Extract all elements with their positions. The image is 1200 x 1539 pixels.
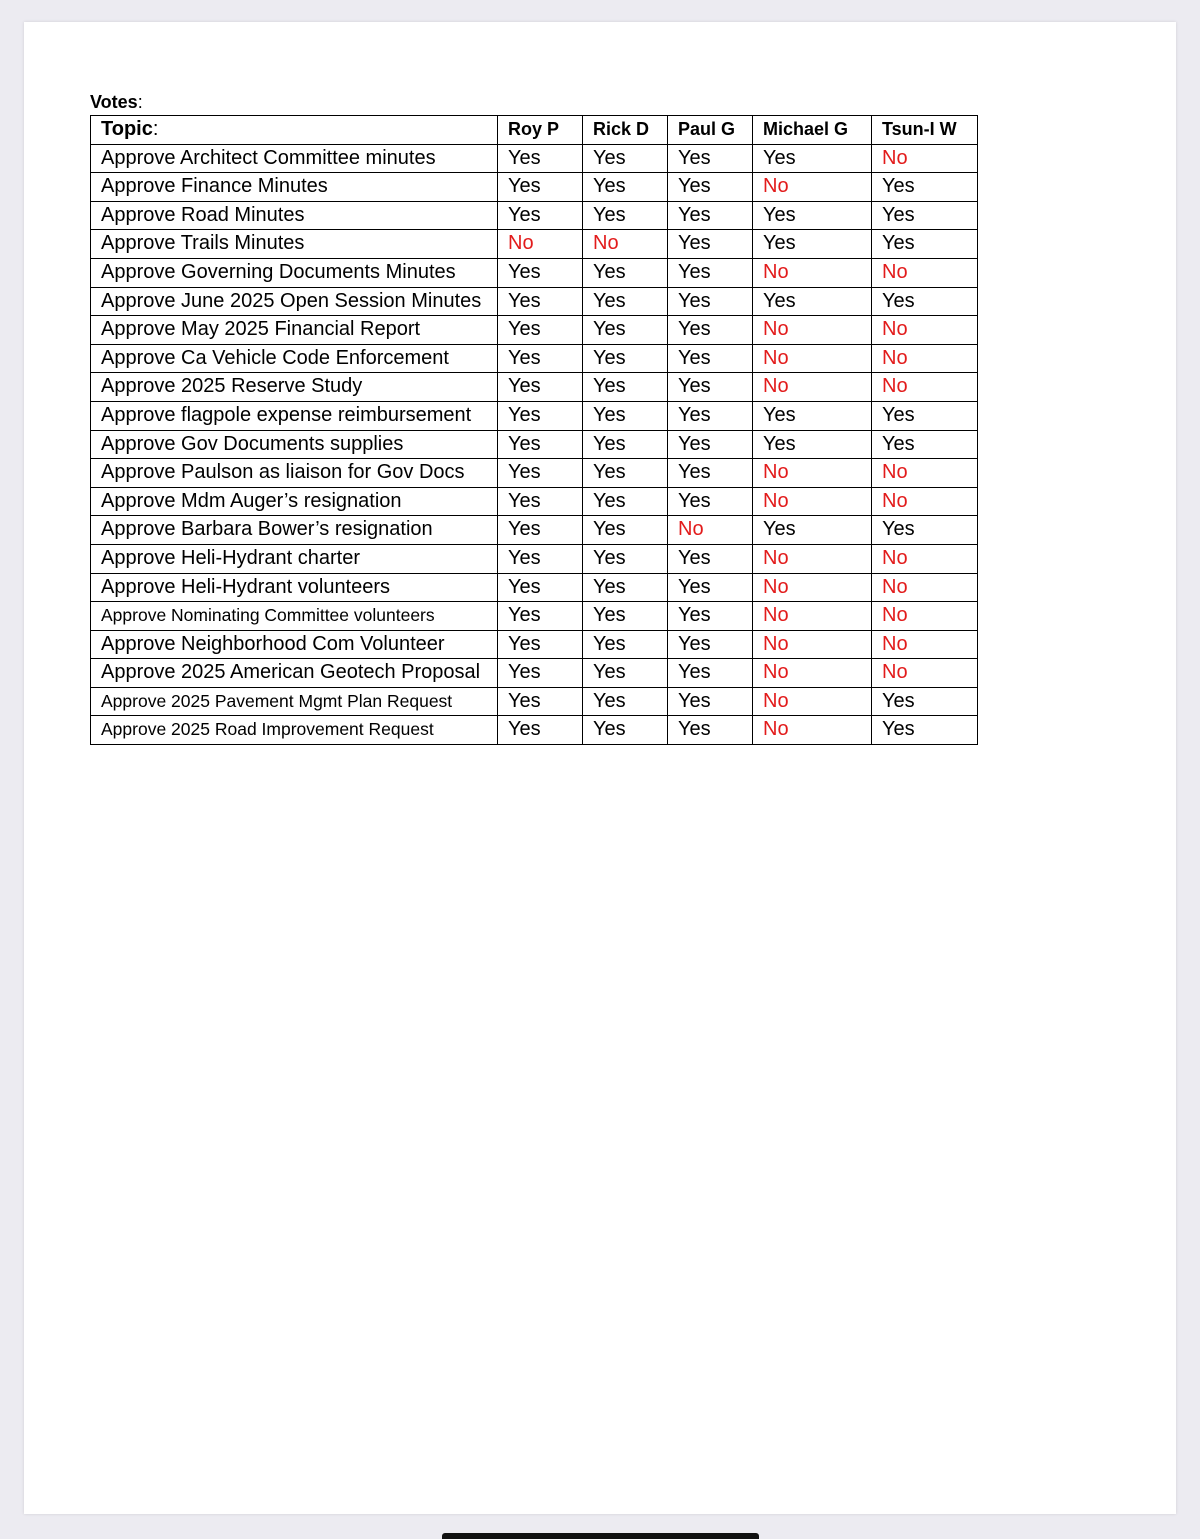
table-row <box>91 316 978 345</box>
member-header: Rick D <box>583 116 668 145</box>
vote-cell: Yes <box>668 630 753 659</box>
vote-cell: Yes <box>753 201 872 230</box>
topic-cell: Approve Finance Minutes <box>91 173 498 202</box>
vote-cell: Yes <box>498 716 583 745</box>
vote-cell: No <box>753 373 872 402</box>
vote-cell: Yes <box>668 716 753 745</box>
vote-cell: No <box>872 602 978 631</box>
vote-cell: Yes <box>583 287 668 316</box>
vote-cell: Yes <box>872 230 978 259</box>
vote-cell: No <box>872 344 978 373</box>
vote-cell: No <box>668 516 753 545</box>
topic-cell: Approve Gov Documents supplies <box>91 430 498 459</box>
table-row <box>91 230 978 259</box>
vote-cell: Yes <box>668 401 753 430</box>
vote-cell: Yes <box>872 287 978 316</box>
vote-cell: No <box>753 487 872 516</box>
topic-cell: Approve Heli-Hydrant volunteers <box>91 573 498 602</box>
vote-cell: Yes <box>498 344 583 373</box>
vote-cell: Yes <box>668 316 753 345</box>
vote-cell: Yes <box>872 430 978 459</box>
vote-cell: Yes <box>668 573 753 602</box>
vote-cell: Yes <box>668 687 753 716</box>
table-row <box>91 516 978 545</box>
table-row <box>91 659 978 688</box>
table-row <box>91 573 978 602</box>
vote-cell: Yes <box>872 516 978 545</box>
vote-cell: Yes <box>498 373 583 402</box>
vote-cell: Yes <box>583 573 668 602</box>
vote-cell: No <box>498 230 583 259</box>
vote-cell: Yes <box>498 430 583 459</box>
vote-cell: Yes <box>498 573 583 602</box>
vote-cell: Yes <box>583 459 668 488</box>
vote-cell: Yes <box>583 659 668 688</box>
vote-cell: Yes <box>498 516 583 545</box>
vote-cell: Yes <box>668 459 753 488</box>
vote-cell: Yes <box>668 602 753 631</box>
vote-cell: No <box>872 487 978 516</box>
vote-cell: Yes <box>583 373 668 402</box>
topic-cell: Approve 2025 American Geotech Proposal <box>91 659 498 688</box>
vote-cell: Yes <box>753 430 872 459</box>
member-header: Michael G <box>753 116 872 145</box>
home-indicator <box>442 1533 759 1539</box>
vote-cell: Yes <box>753 287 872 316</box>
topic-cell: Approve Road Minutes <box>91 201 498 230</box>
topic-cell: Approve Trails Minutes <box>91 230 498 259</box>
vote-cell: Yes <box>498 287 583 316</box>
vote-cell: No <box>753 316 872 345</box>
vote-cell: Yes <box>498 401 583 430</box>
vote-cell: Yes <box>498 144 583 173</box>
topic-header-label: Topic <box>101 118 153 140</box>
header-row <box>91 116 978 145</box>
document-page <box>24 22 1176 1514</box>
table-row <box>91 544 978 573</box>
vote-cell: Yes <box>668 344 753 373</box>
vote-cell: Yes <box>498 201 583 230</box>
topic-cell: Approve Heli-Hydrant charter <box>91 544 498 573</box>
table-row <box>91 716 978 745</box>
vote-cell: No <box>872 630 978 659</box>
vote-cell: Yes <box>668 173 753 202</box>
topic-cell: Approve Paulson as liaison for Gov Docs <box>91 459 498 488</box>
vote-cell: Yes <box>668 201 753 230</box>
vote-cell: No <box>872 544 978 573</box>
vote-cell: No <box>872 373 978 402</box>
vote-cell: No <box>872 144 978 173</box>
topic-cell: Approve 2025 Road Improvement Request <box>91 716 498 745</box>
vote-cell: Yes <box>668 487 753 516</box>
votes-heading-colon: : <box>137 92 143 112</box>
vote-cell: Yes <box>872 401 978 430</box>
member-header: Tsun-I W <box>872 116 978 145</box>
vote-cell: Yes <box>498 630 583 659</box>
vote-cell: Yes <box>872 716 978 745</box>
vote-cell: Yes <box>498 544 583 573</box>
topic-cell: Approve Ca Vehicle Code Enforcement <box>91 344 498 373</box>
member-header: Roy P <box>498 116 583 145</box>
topic-cell: Approve flagpole expense reimbursement <box>91 401 498 430</box>
vote-cell: Yes <box>583 144 668 173</box>
vote-cell: No <box>753 173 872 202</box>
member-header: Paul G <box>668 116 753 145</box>
vote-cell: Yes <box>583 630 668 659</box>
topic-cell: Approve June 2025 Open Session Minutes <box>91 287 498 316</box>
table-row <box>91 287 978 316</box>
vote-cell: No <box>753 602 872 631</box>
vote-cell: No <box>872 258 978 287</box>
topic-header-colon: : <box>152 118 159 140</box>
vote-cell: Yes <box>498 659 583 688</box>
table-row <box>91 173 978 202</box>
vote-cell: Yes <box>498 258 583 287</box>
table-row <box>91 373 978 402</box>
vote-cell: No <box>872 573 978 602</box>
table-row <box>91 401 978 430</box>
topic-cell: Approve May 2025 Financial Report <box>91 316 498 345</box>
vote-cell: No <box>583 230 668 259</box>
vote-cell: No <box>753 687 872 716</box>
vote-cell: Yes <box>583 344 668 373</box>
vote-cell: Yes <box>872 687 978 716</box>
vote-cell: Yes <box>583 516 668 545</box>
vote-cell: Yes <box>583 687 668 716</box>
vote-cell: No <box>753 659 872 688</box>
vote-cell: Yes <box>668 544 753 573</box>
table-row <box>91 602 978 631</box>
vote-cell: No <box>753 544 872 573</box>
vote-cell: Yes <box>498 173 583 202</box>
vote-cell: No <box>872 459 978 488</box>
vote-cell: Yes <box>583 487 668 516</box>
vote-cell: Yes <box>583 201 668 230</box>
vote-cell: Yes <box>668 287 753 316</box>
vote-cell: Yes <box>583 716 668 745</box>
topic-header <box>91 116 498 145</box>
vote-cell: Yes <box>583 544 668 573</box>
vote-cell: No <box>753 258 872 287</box>
vote-cell: Yes <box>583 173 668 202</box>
topic-cell: Approve 2025 Reserve Study <box>91 373 498 402</box>
vote-cell: Yes <box>872 173 978 202</box>
topic-cell: Approve Barbara Bower’s resignation <box>91 516 498 545</box>
topic-cell: Approve 2025 Pavement Mgmt Plan Request <box>91 687 498 716</box>
vote-cell: Yes <box>753 144 872 173</box>
topic-cell: Approve Nominating Committee volunteers <box>91 602 498 631</box>
vote-cell: No <box>753 344 872 373</box>
vote-cell: No <box>872 316 978 345</box>
table-row <box>91 487 978 516</box>
vote-cell: No <box>753 716 872 745</box>
vote-cell: No <box>753 573 872 602</box>
vote-cell: Yes <box>583 316 668 345</box>
topic-cell: Approve Architect Committee minutes <box>91 144 498 173</box>
vote-cell: Yes <box>668 373 753 402</box>
vote-cell: Yes <box>583 258 668 287</box>
vote-cell: Yes <box>872 201 978 230</box>
vote-cell: Yes <box>498 687 583 716</box>
vote-cell: Yes <box>668 430 753 459</box>
vote-cell: Yes <box>583 401 668 430</box>
vote-cell: Yes <box>498 316 583 345</box>
votes-heading-label: Votes <box>90 92 138 112</box>
vote-cell: Yes <box>753 516 872 545</box>
table-row <box>91 258 978 287</box>
table-row <box>91 344 978 373</box>
votes-heading <box>90 92 143 113</box>
vote-cell: Yes <box>583 430 668 459</box>
vote-cell: Yes <box>753 401 872 430</box>
table-row <box>91 201 978 230</box>
vote-cell: Yes <box>583 602 668 631</box>
votes-table <box>90 115 978 745</box>
vote-cell: No <box>872 659 978 688</box>
table-row <box>91 430 978 459</box>
vote-cell: Yes <box>668 659 753 688</box>
vote-cell: Yes <box>668 230 753 259</box>
table-row <box>91 687 978 716</box>
table-row <box>91 630 978 659</box>
vote-cell: No <box>753 630 872 659</box>
topic-cell: Approve Governing Documents Minutes <box>91 258 498 287</box>
table-row <box>91 144 978 173</box>
vote-cell: Yes <box>668 144 753 173</box>
vote-cell: Yes <box>498 487 583 516</box>
table-row <box>91 459 978 488</box>
vote-rows <box>91 144 978 744</box>
vote-cell: Yes <box>498 602 583 631</box>
vote-cell: Yes <box>498 459 583 488</box>
topic-cell: Approve Mdm Auger’s resignation <box>91 487 498 516</box>
vote-cell: No <box>753 459 872 488</box>
topic-cell: Approve Neighborhood Com Volunteer <box>91 630 498 659</box>
vote-cell: Yes <box>753 230 872 259</box>
vote-cell: Yes <box>668 258 753 287</box>
